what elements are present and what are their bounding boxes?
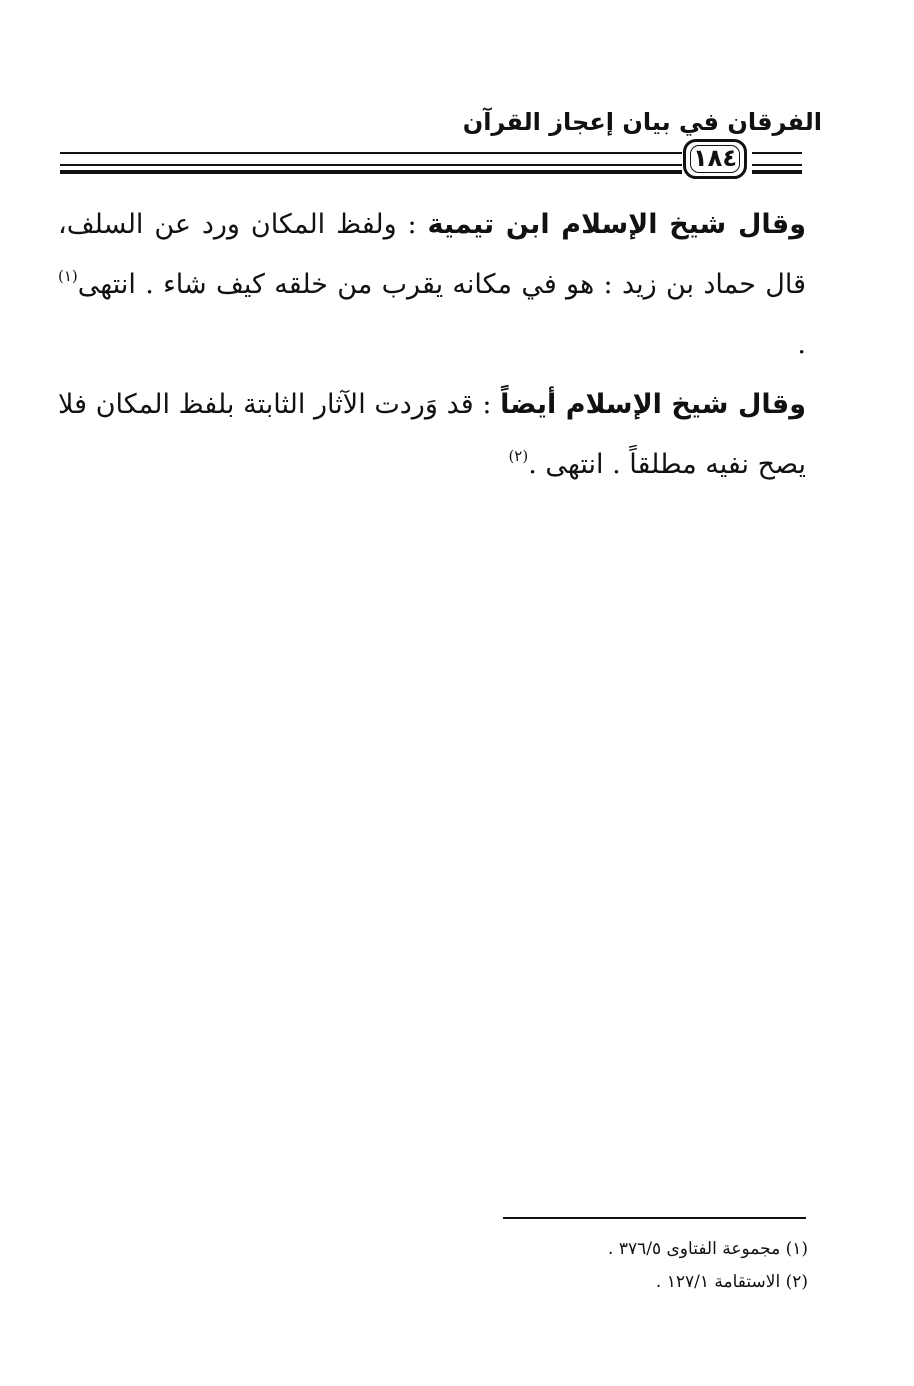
footnote-reference: (١) xyxy=(58,267,78,285)
quote-text: : قد وَردت الآثار الثابتة بلفظ المكان فلا يصح نفيه مطلقاً . انتهى . xyxy=(58,389,806,480)
footnote-reference: (٢) xyxy=(508,447,529,465)
footnote-separator xyxy=(503,1217,806,1219)
paragraph xyxy=(58,195,806,375)
sentence-end: . xyxy=(797,329,806,360)
page-number-frame xyxy=(690,145,740,173)
page-number-badge xyxy=(683,139,747,179)
header-rule xyxy=(752,152,802,154)
paragraph xyxy=(58,375,806,495)
quote-text: : ولفظ المكان ورد عن السلف، قال حماد بن زيد : هو في مكانه يقرب من خلقه كيف شاء . انتهى xyxy=(58,209,806,300)
footnotes xyxy=(388,1233,808,1299)
header-rule xyxy=(60,170,682,174)
speaker-attribution: وقال شيخ الإسلام ابن تيمية xyxy=(427,209,806,240)
header-rule xyxy=(60,152,682,154)
page-number: ١٨٤ xyxy=(693,144,737,172)
header-rule xyxy=(60,164,682,166)
main-text xyxy=(58,195,806,495)
speaker-attribution: وقال شيخ الإسلام أيضاً xyxy=(500,389,806,420)
running-title: الفرقان في بيان إعجاز القرآن xyxy=(462,108,822,136)
footnote: (١) مجموعة الفتاوى ٣٧٦/٥ . xyxy=(608,1239,808,1259)
header-rule xyxy=(752,170,802,174)
footnote: (٢) الاستقامة ١٢٧/١ . xyxy=(655,1272,808,1292)
header-rule xyxy=(752,164,802,166)
